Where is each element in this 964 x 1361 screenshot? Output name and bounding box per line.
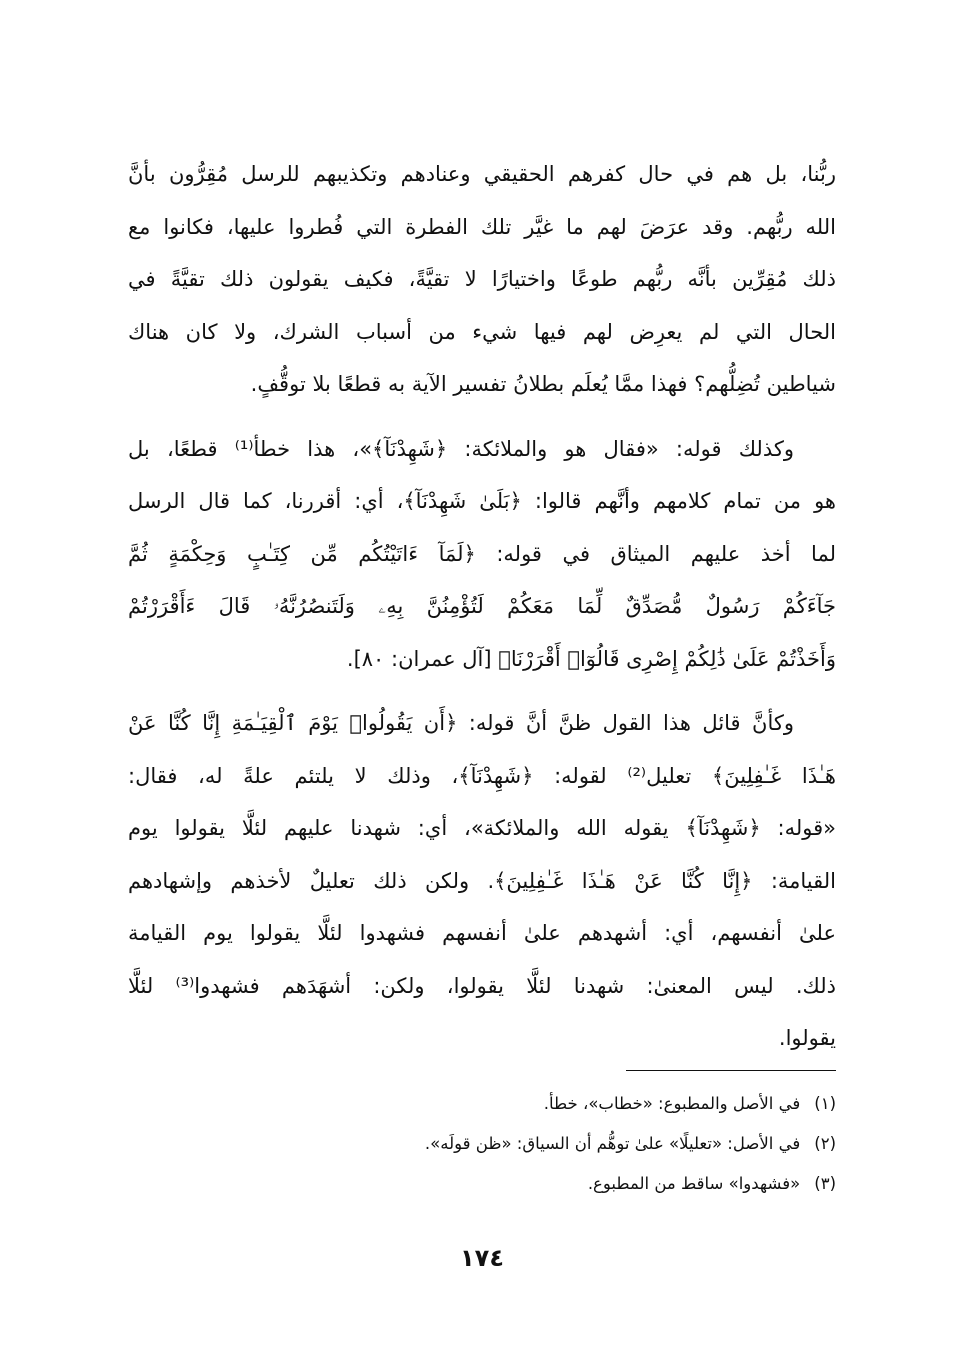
- paragraph-2: [128, 423, 836, 686]
- text-line: وكأنَّ قائل هذا القول ظنَّ أنَّ قوله: ﴿أَن يَقُولُوا۟ يَوْمَ ٱلْقِيَـٰمَةِ إِنَّا كُنَّا عَنْ: [128, 711, 794, 735]
- text-line: شياطين تُضِلُّهم؟ فهذا ممَّا يُعلَم بطلانُ تفسير الآية به قطعًا بلا توقُّفٍ.: [250, 372, 836, 396]
- paragraph-1: [128, 148, 836, 411]
- footnote-text: «فشهدوا» ساقط من المطبوع.: [587, 1174, 801, 1193]
- main-text: [128, 148, 836, 1077]
- paragraph-3: [128, 697, 836, 1065]
- text-line: وكذلك قوله: «فقال هو والملائكة: ﴿شَهِدْنَآ﴾»، هذا خطأ⁽¹⁾ قطعًا، بل: [128, 436, 794, 461]
- footnote-number: (١): [814, 1094, 836, 1113]
- text-line: هو من تمام كلامهم وأنَّهم قالوا: ﴿بَلَىٰ شَهِدْنَآ﴾، أي: أقررنا، كما قال الرسل: [128, 489, 836, 513]
- footnote-number: (٣): [814, 1174, 836, 1193]
- text-line: القيامة: ﴿إِنَّا كُنَّا عَنْ هَـٰذَا غَـٰفِلِينَ﴾. ولكن ذلك تعليلٌ لأخذهم وإشهادهم: [128, 868, 836, 893]
- footnote-text: في الأصل والمطبوع: «خطاب»، خطأ.: [543, 1094, 801, 1113]
- text-line: لما أخذ عليهم الميثاق في قوله: ﴿لَمَآ ءَاتَيْتُكُم مِّن كِتَـٰبٍ وَحِكْمَةٍ ثُمَّ: [128, 541, 836, 566]
- text-line: ذلك. ليس المعنىٰ: شهدنا لئلَّا يقولوا، ولكن: أشهَدَهم فشهدوا⁽³⁾ لئلَّا: [128, 973, 836, 998]
- footnote-3: [128, 1164, 836, 1204]
- footnote-1: [128, 1084, 836, 1124]
- text-line: «قوله: ﴿شَهِدْنَآ﴾ يقوله الله والملائكة»، أي: شهدنا عليهم لئلَّا يقولوا يوم: [128, 816, 836, 840]
- text-line: يقولوا.: [778, 1026, 836, 1050]
- footnote-2: [128, 1124, 836, 1164]
- quran-line: جَآءَكُمْ رَسُولٌ مُّصَدِّقٌ لِّمَا مَعَكُمْ لَتُؤْمِنُنَّ بِهِۦ وَلَتَنصُرُنَّهُۥ قَالَ ءَأَقْرَرْتُمْ: [128, 594, 836, 618]
- footnote-text: في الأصل: «تعليلًا» علىٰ توهُّم أن السياق: «ظن قولَه».: [424, 1134, 801, 1153]
- text-line: الحال التي لم يعرِض لهم فيها شيء من أسباب الشرك، ولا كان هناك: [128, 319, 836, 344]
- quran-line: وَأَخَذْتُمْ عَلَىٰ ذَٰلِكُمْ إِصْرِى قَالُوٓا۟ أَقْرَرْنَا﴾ [آل عمران: ٨٠].: [346, 646, 836, 671]
- page-number: ١٧٤: [460, 1244, 504, 1272]
- footnotes: [128, 1084, 836, 1204]
- text-line: ربُّنا، بل هم في حال كفرهم الحقيقي وعنادهم وتكذيبهم للرسل مُقِرُّون بأنَّ: [128, 162, 836, 186]
- footnote-separator: [626, 1070, 836, 1071]
- text-line: علىٰ أنفسهم، أي: أشهدهم علىٰ أنفسهم فشهدوا لئلَّا يقولوا يوم القيامة: [128, 921, 836, 945]
- text-line: هَـٰذَا غَـٰفِلِينَ﴾ تعليل⁽²⁾ لقوله: ﴿شَهِدْنَآ﴾، وذلك لا يلتئم علةً له، فقال:: [128, 763, 836, 788]
- footnote-number: (٢): [814, 1134, 836, 1153]
- text-line: ذلك مُقِرِّين بأنَّه ربُّهم طوعًا واختيارًا لا تقيَّةً، فكيف يقولون ذلك تقيَّةً في: [128, 267, 836, 291]
- text-line: الله ربُّهم. وقد عرَضَ لهم ما غيَّر تلك الفطرة التي فُطروا عليها، فكانوا مع: [128, 214, 836, 239]
